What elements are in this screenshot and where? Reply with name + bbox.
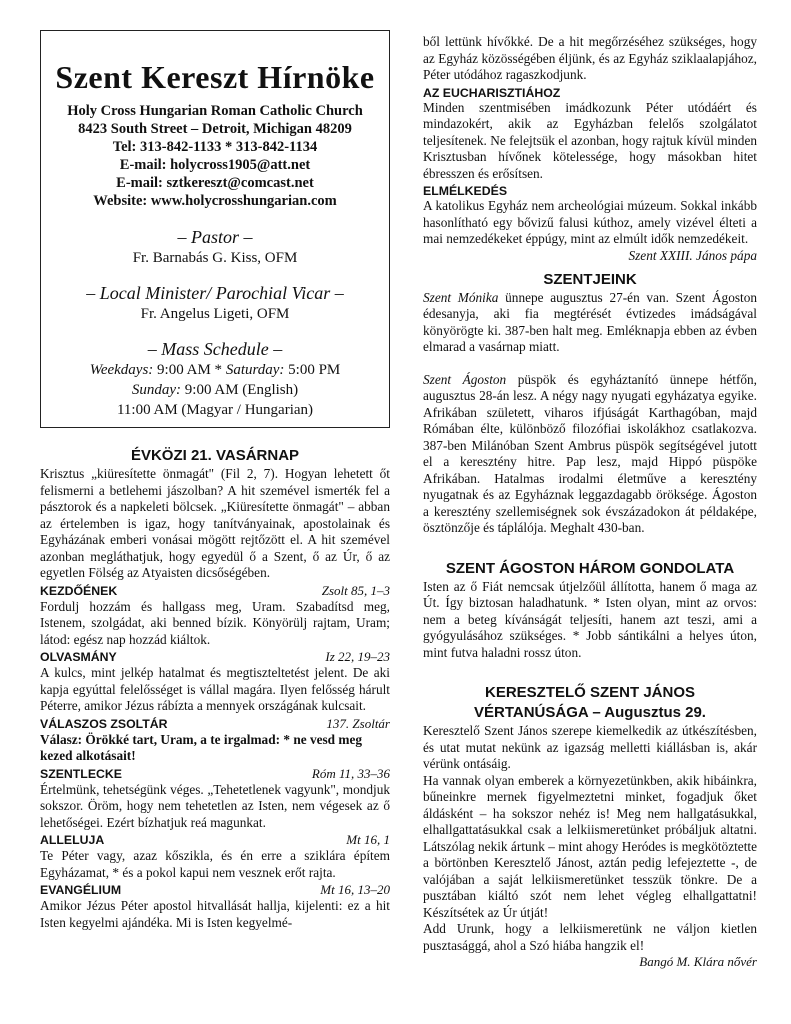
- alleluja-text: Te Péter vagy, azaz kőszikla, és én erre a sziklára építem Egyházamat, * és a pokol kapui nem vesznek erőt rajta.: [40, 848, 390, 880]
- evangelium-label-row: EVANGÉLIUM Mt 16, 13–20: [40, 882, 390, 897]
- left-column: [40, 30, 390, 931]
- sunday-schedule: Sunday: 9:00 AM (English): [131, 382, 299, 398]
- janos-heading-2: VÉRTANÚSÁGA – Augusztus 29.: [474, 704, 706, 721]
- masthead-box: [40, 30, 390, 428]
- evangelium-text: Amikor Jézus Péter apostol hitvallását hallja, kijelenti: ez a hit Isten kegyelmi ajándéka. Mi is Isten kegyelmé-: [40, 898, 390, 930]
- church-email-1: E-mail: holycross1905@att.net: [119, 157, 311, 173]
- janos-text-1: Keresztelő Szent János szerepe kiemelkedik az útkészítésben, és utat mutat nekünk az igazság melletti kiállásban is, akár vérünk ontásáig.: [423, 723, 757, 771]
- szentjeink-heading: SZENTJEINK: [543, 270, 637, 288]
- zsoltar-label-row: VÁLASZOS ZSOLTÁR 137. Zsoltár: [40, 715, 390, 731]
- right-column: [423, 34, 757, 970]
- sunday-schedule-2: 11:00 AM (Magyar / Hungarian): [116, 402, 314, 418]
- olvasmany-label-row: OLVASMÁNY Iz 22, 19–23: [40, 649, 390, 664]
- eucharisztia-text: Minden szentmisében imádkozunk Péter utódáért és mindazokért, akik az Egyházban felelős szolgálatot teljesítenek. Ne felejtsük el azonban, hogy rajtuk kívül minden Krisztusban hívőnek kötelessége, hogy másokban hitet ébresszen és erősítsen.: [423, 99, 757, 181]
- agoston-text: Szent Ágoston püspök és egyháztanító ünnepe hétfőn, augusztus 28-án lesz. A négy nagy nyugati egyházatya egyike. Afrikában született, viharos ifjúságát Karthagóban, majd Rómában élte, különböző filozófiai iskolákhoz csatlakozva. 387-ben Milánóban Szent Ambrus püspök segítségével jutott el a keresztény hitre. Pap lesz, majd Hippó püspöke Afrikában. Hatalmas irodalmi életműve a keresztény nyugatnak és az Egyháznak leggazdagabb öröksége. Ágoston a keresztény szellemiségnek sok évszázadokon át példaképe, ösztönzője és táplálója. Meghalt 430-ban.: [423, 371, 758, 535]
- elmelkedes-text: A katolikus Egyház nem archeológiai múzeum. Sokkal inkább hasonlítható egy bővizű falusi kúthoz, amely vizével élteti a mai nemzedékeket éppúgy, mint az elmúlt idők nemzedékeit. Szent XXIII. János pápa: [423, 198, 757, 263]
- szentlecke-label-row: SZENTLECKE Róm 11, 33–36: [40, 765, 390, 781]
- evangelium-continued: ből lettünk hívőkké. De a hit megőrzéséhez szükséges, hogy az Egyház közösségében éljünk, és az Egyház sziklaalapjához, Péter utódához ragaszkodjunk.: [423, 34, 757, 82]
- weekday-schedule: Weekdays: 9:00 AM * Saturday: 5:00 PM: [89, 362, 341, 378]
- pastor-name: Fr. Barnabás G. Kiss, OFM: [132, 250, 298, 266]
- elmelkedes-label: ELMÉLKEDÉS: [423, 184, 508, 198]
- minister-title: – Local Minister/ Parochial Vicar –: [86, 283, 344, 303]
- pastor-title: – Pastor –: [177, 227, 253, 247]
- janos-signature: Bangó M. Klára nővér: [639, 954, 757, 969]
- church-phone: Tel: 313-842-1133 * 313-842-1134: [112, 139, 318, 155]
- church-address: 8423 South Street – Detroit, Michigan 48209: [78, 121, 352, 137]
- bulletin-title: Szent Kereszt Hírnöke: [55, 59, 375, 95]
- church-website: Website: www.holycrosshungarian.com: [93, 193, 337, 209]
- sunday-heading: ÉVKÖZI 21. VASÁRNAP: [130, 447, 300, 464]
- kezdoenek-label-row: KEZDŐÉNEK Zsolt 85, 1–3: [40, 582, 390, 598]
- janos-heading-1: KERESZTELŐ SZENT JÁNOS: [484, 684, 696, 701]
- gondolata-heading: SZENT ÁGOSTON HÁROM GONDOLATA: [445, 559, 735, 577]
- kezdoenek-text: Fordulj hozzám és hallgass meg, Uram. Szabadítsd meg, Istenem, szolgádat, aki benned bízik. Könyörülj rajtam, Uram; látod: egész nap hozzád kiáltok.: [40, 598, 390, 647]
- szentlecke-text: Értelmünk, tehetségünk véges. „Tehetetlenek vagyunk", mondjuk sokszor. Öröm, hogy nem tehetetlen az Isten, nem végesek az ő lehetőségei. Ezért bízhatjuk reá magunkat.: [40, 781, 390, 830]
- gondolata-text: Isten az ő Fiát nemcsak útjelzőül állította, hanem ő maga az Út. Így biztosan haladhatunk. * Isten olyan, mint az orvos: nem a beteg kívánságát teljesíti, hanem azt teszi, ami a gyógyulásához szükséges. * Jobb sántikálni a helyes úton, mint futva haladni rossz úton.: [423, 578, 757, 660]
- monika-text: Szent Mónika ünnepe augusztus 27-én van. Szent Ágoston édesanyja, aki fia megtérését évtizedes imádságával könyörögte ki. 387-ben halt meg. Emléknapja ebben az évben elmarad a vasárnap miatt.: [423, 289, 758, 354]
- church-email-2: E-mail: sztkereszt@comcast.net: [116, 175, 314, 191]
- elmelkedes-signature: Szent XXIII. János pápa: [628, 247, 757, 263]
- eucharisztia-label: AZ EUCHARISZTIÁHOZ: [423, 85, 561, 100]
- church-name: Holy Cross Hungarian Roman Catholic Church: [67, 103, 363, 119]
- alleluja-label-row: ALLELUJA Mt 16, 1: [40, 832, 390, 847]
- janos-text-3: Add Urunk, hogy a lelkiismeretünk ne váljon kietlen pusztasággá, ahol a Szó hiába hangzik el!: [423, 921, 757, 953]
- zsoltar-response: Válasz: Örökké tart, Uram, a te irgalmad: * ne vesd meg kezed alkotásait!: [40, 731, 363, 763]
- minister-name: Fr. Angelus Ligeti, OFM: [140, 306, 290, 322]
- janos-text-2: Ha vannak olyan emberek a környezetünkben, akik hibáinkra, bűneinkre mernek figyelmeztetni minket, fogadjuk őket áldásként – ha sokszor nehéz is! Meg nem hallgatásukkal, elhallgattatásukkal csak a lelkiismeretünket próbáljuk altatni. Látszólag nekik ártunk – mint ahogy Heródes is megkötöztette a börtönben Keresztelő Jánost, aztán pedig lefejeztette -, de valójában a saját lelkiismeretünket tesszük tönkre. De a pusztában kiáltó szót nem lehet végleg elhallgattatni! Készítsétek az Úr útját!: [423, 772, 757, 920]
- intro-text: Krisztus „kiüresítette önmagát" (Fil 2, 7). Hogyan lehetett őt felismerni a betlehemi jászolban? A hit szemével ismerték fel a pásztorok és a napkeleti bölcsek. „Kiüresítette önmagát" – abban az értelemben is igaz, hogy tanítványainak, apostolainak és Egyházának emberi vonásai mögött rejtőzött el. A hit szemével azonban megláthatjuk, hogy egyedül ő a Szent, ő az Úr, ő az egyetlen Fölség az Atyaisten dicsőségében.: [40, 466, 390, 580]
- mass-schedule-title: – Mass Schedule –: [147, 339, 283, 359]
- olvasmany-text: A kulcs, mint jelkép hatalmat és megtiszteltetést jelent. De aki kapja egyúttal felelősséget is vállal magára. Ilyen felősség hárult Péterre, amikor Jézus rábízta a mennyek országának kulcsait.: [40, 665, 390, 713]
